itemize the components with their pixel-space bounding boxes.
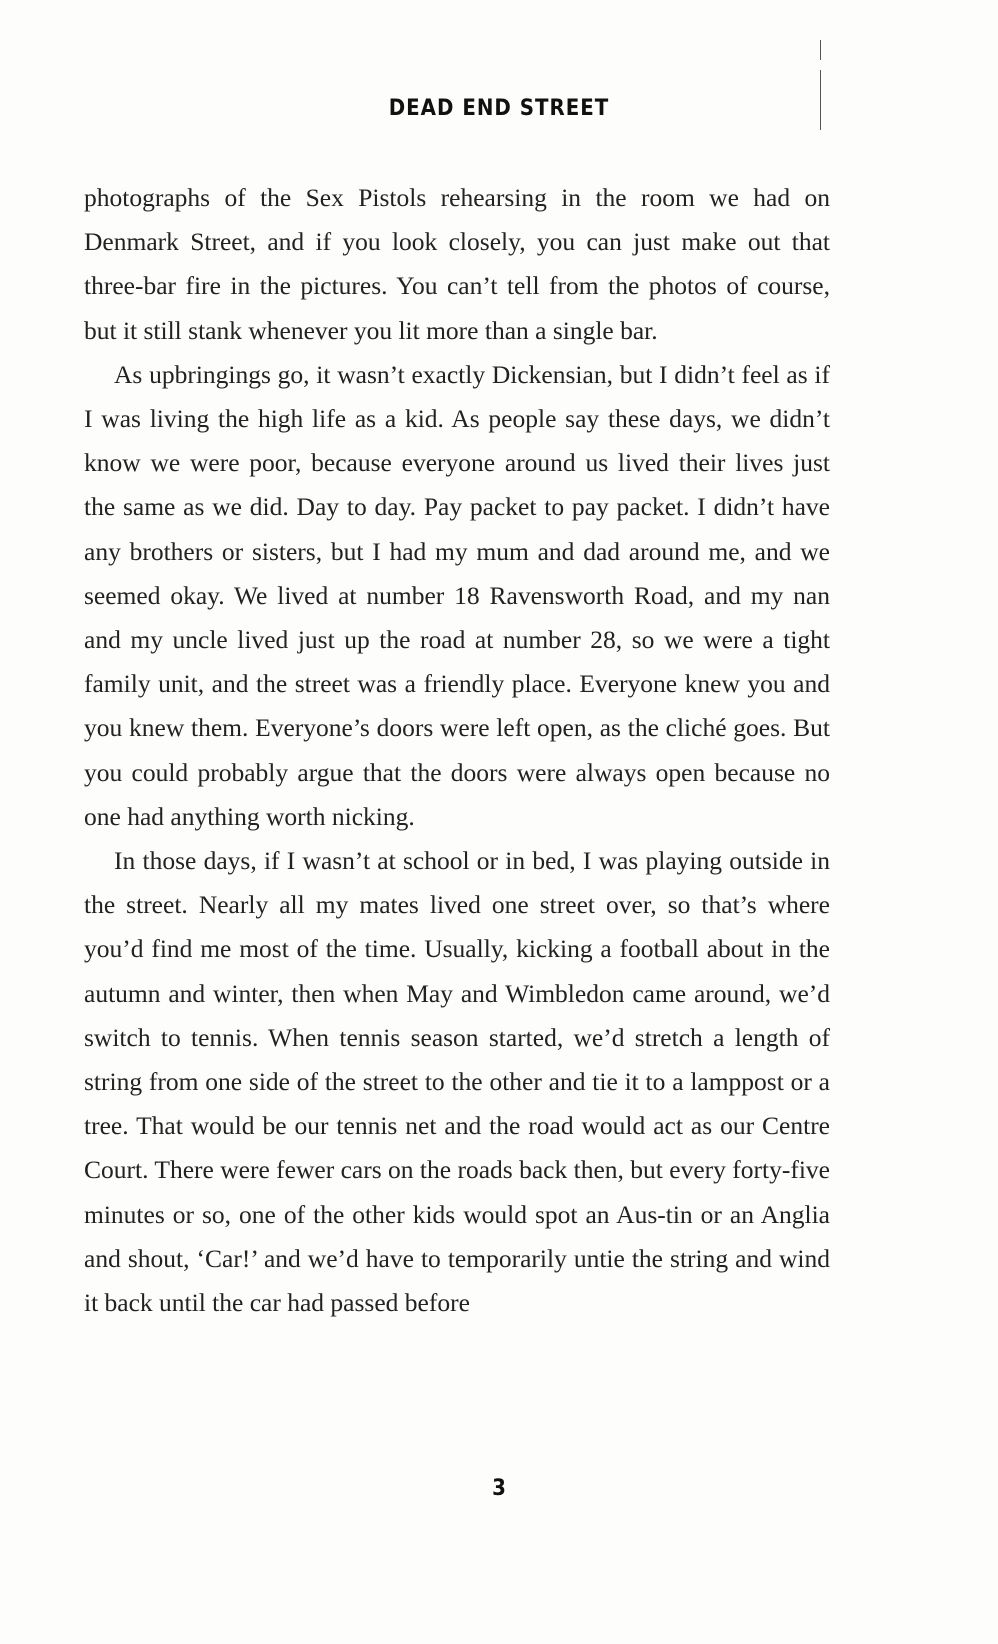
gutter-mark-top: [820, 40, 821, 60]
running-head-title: DEAD END STREET: [388, 96, 610, 121]
body-text: [84, 176, 830, 1325]
page-number: 3: [492, 1476, 506, 1501]
paragraph-3: In those days, if I wasn’t at school or in bed, I was playing outside in the street. Nearly all my mates lived one street over, so that’s where you’d find me most of the time. Usually, kicking a football about in the autumn and winter, then when May and Wimbledon came around, we’d switch to tennis. When tennis season started, we’d stretch a length of string from one side of the street to the other and tie it to a lamppost or a tree. That would be our tennis net and the road would act as our Centre Court. There were fewer cars on the roads back then, but every forty-five minutes or so, one of the other kids would spot an Aus-tin or an Anglia and shout, ‘Car!’ and we’d have to temporarily untie the string and wind it back until the car had passed before: [84, 846, 830, 1318]
paragraph-1: photographs of the Sex Pistols rehearsing in the room we had on Denmark Street, and if you look closely, you can just make out that three-bar fire in the pictures. You can’t tell from the photos of course, but it still stank whenever you lit more than a single bar.: [84, 183, 830, 345]
paragraph-2: As upbringings go, it wasn’t exactly Dickensian, but I didn’t feel as if I was living the high life as a kid. As people say these days, we didn’t know we were poor, because everyone around us lived their lives just the same as we did. Day to day. Pay packet to pay packet. I didn’t have any brothers or sisters, but I had my mum and dad around me, and we seemed okay. We lived at number 18 Ravensworth Road, and my nan and my uncle lived just up the road at number 28, so we were a tight family unit, and the street was a friendly place. Everyone knew you and you knew them. Everyone’s doors were left open, as the cliché goes. But you could probably argue that the doors were always open because no one had anything worth nicking.: [84, 359, 830, 831]
